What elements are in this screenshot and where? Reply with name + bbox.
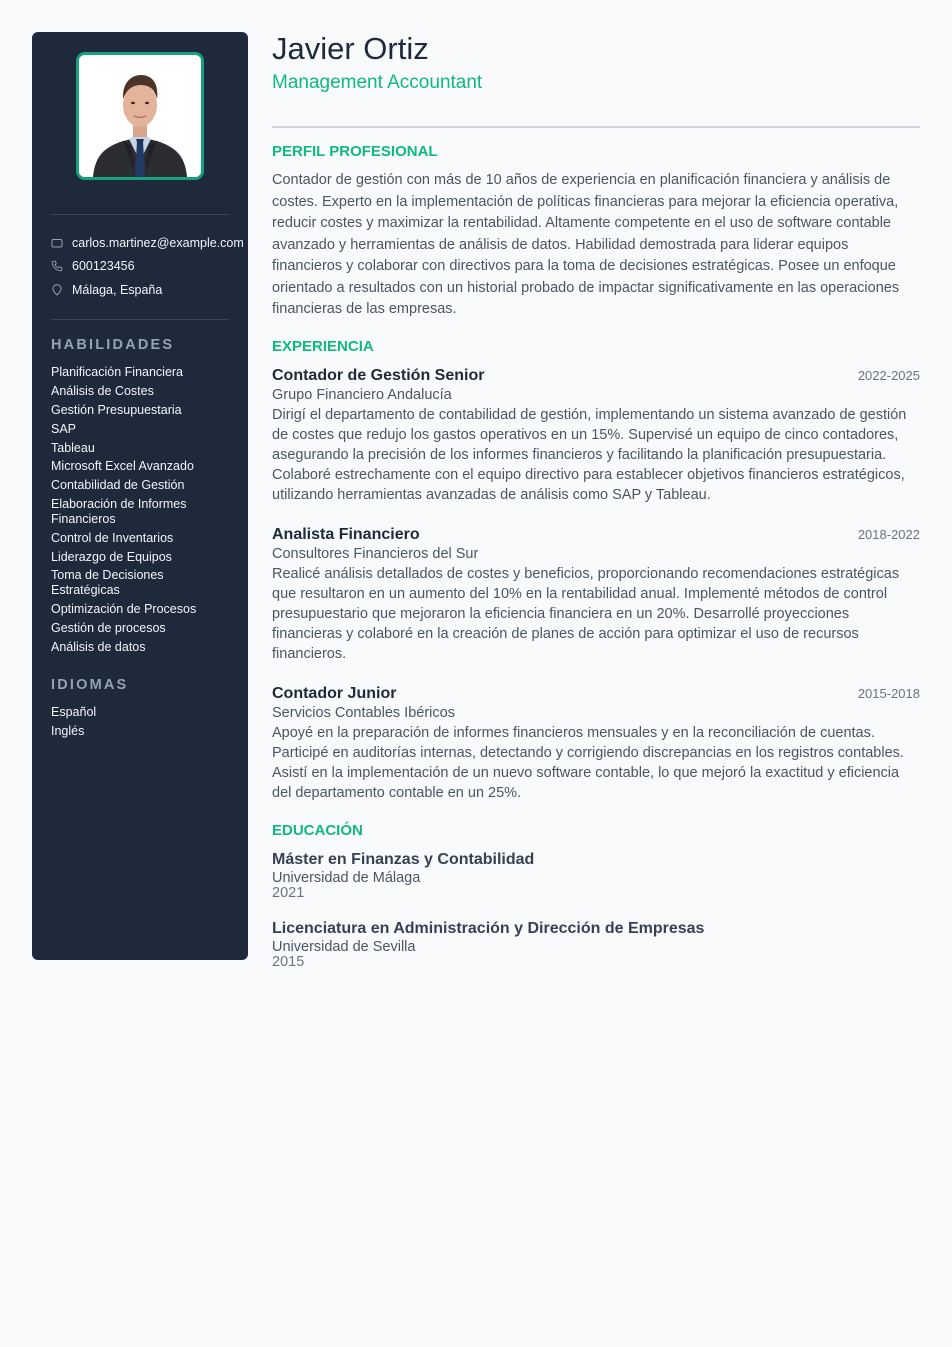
- job-dates: 2022-2025: [857, 367, 920, 383]
- job-entry: [272, 366, 920, 505]
- contact-phone-text: 600123456: [72, 259, 135, 274]
- skill-item: Toma de Decisiones Estratégicas: [51, 568, 164, 597]
- candidate-name: Javier Ortiz: [272, 31, 429, 66]
- profile-heading: PERFIL PROFESIONAL: [272, 143, 438, 160]
- language-item: Español: [51, 705, 97, 719]
- mail-icon: [51, 237, 63, 249]
- job-entry: [272, 684, 920, 803]
- main-content: [272, 32, 920, 970]
- avatar: [79, 55, 201, 177]
- contact-email-text: carlos.martinez@example.com: [72, 235, 244, 250]
- skill-item: Gestión de procesos: [51, 620, 166, 635]
- skill-item: Liderazgo de Equipos: [51, 549, 172, 564]
- job-dates: 2018-2022: [857, 526, 920, 542]
- sidebar: [32, 32, 248, 960]
- profile-summary: Contador de gestión con más de 10 años de experiencia en planificación financiera y análisis de costes. Experto en la implementación de políticas financieras para mejorar la eficiencia operativa, reducir costes y maximizar la rentabilidad. Altamente competente en el uso de software contable avanzado y herramientas de análisis de datos. Habilidad demostrada para liderar equipos financieros y colaborar con directivos para la toma de decisiones estratégicas. Posee un enfoque orientado a resultados con un historial probado de impactar significativamente en las operaciones financieras de las empresas.: [272, 172, 900, 317]
- skill-item: Análisis de Costes: [51, 383, 154, 398]
- job-description: Apoyé en la preparación de informes financieros mensuales y en la reconciliación de cuentas. Participé en auditorías internas, detectando y corrigiendo discrepancias en los registros contables. Asistí en la implementación de un nuevo software contable, lo que mejoró la exactitud y eficiencia del departamento contable en un 25%.: [272, 724, 904, 801]
- skill-item: Contabilidad de Gestión: [51, 478, 185, 493]
- skill-item: Planificación Financiera: [51, 365, 184, 379]
- skill-item: Optimización de Procesos: [51, 601, 197, 616]
- skills-list: [51, 365, 231, 658]
- sidebar-divider: [51, 214, 229, 215]
- skill-item: Tableau: [51, 440, 95, 455]
- contact-location-text: Málaga, España: [72, 282, 163, 297]
- header-divider: [272, 126, 920, 128]
- edu-school: Universidad de Sevilla: [272, 938, 416, 955]
- job-entry: [272, 525, 920, 664]
- contact-location: [51, 278, 244, 302]
- skills-heading: HABILIDADES: [51, 337, 175, 353]
- experience-heading: EXPERIENCIA: [272, 337, 374, 355]
- education-entry: [272, 850, 920, 901]
- skill-item: Análisis de datos: [51, 639, 146, 654]
- job-dates: 2015-2018: [857, 685, 920, 701]
- job-role: Contador de Gestión Senior: [272, 366, 485, 384]
- contact-email[interactable]: [51, 231, 244, 255]
- edu-degree: Máster en Finanzas y Contabilidad: [272, 850, 535, 868]
- language-item: Inglés: [51, 723, 85, 738]
- sidebar-divider: [51, 319, 229, 320]
- job-role: Contador Junior: [272, 684, 397, 702]
- skill-item: Control de Inventarios: [51, 530, 174, 545]
- job-description: Dirigí el departamento de contabilidad de gestión, implementando un sistema avanzado de gestión de costes que redujo los gastos operativos en un 15%. Supervisé un equipo de cinco contadores, asegurando la precisión de los informes financieros y facilitando la planificación presupuestaria. Colaboré estrechamente con el equipo directivo para establecer objetivos financieros estratégicos, utilizando herramientas avanzadas de análisis como SAP y Tableau.: [272, 406, 907, 503]
- languages-list: [51, 705, 231, 743]
- edu-year: 2021: [272, 884, 305, 901]
- edu-school: Universidad de Málaga: [272, 869, 421, 886]
- job-description: Realicé análisis detallados de costes y beneficios, proporcionando recomendaciones estratégicas que resultaron en un aumento del 10% en la rentabilidad anual. Implementé métodos de control presupuestario que mejoraron la eficiencia financiera en un 20%. Desarrollé proyecciones financieras y colaboré en la creación de planes de acción para optimizar el uso de recursos financieros.: [272, 565, 900, 662]
- job-company: Grupo Financiero Andalucía: [272, 386, 452, 403]
- contact-phone[interactable]: [51, 255, 244, 279]
- education-heading: EDUCACIÓN: [272, 821, 363, 839]
- skill-item: Microsoft Excel Avanzado: [51, 459, 194, 474]
- job-title: Management Accountant: [272, 72, 483, 93]
- edu-degree: Licenciatura en Administración y Dirección de Empresas: [272, 919, 705, 937]
- contact-list: [51, 231, 244, 302]
- skill-item: Gestión Presupuestaria: [51, 402, 182, 417]
- profile-section: [272, 143, 920, 321]
- profile-photo: [76, 52, 204, 180]
- job-company: Servicios Contables Ibéricos: [272, 704, 455, 721]
- job-role: Analista Financiero: [272, 525, 420, 543]
- edu-year: 2015: [272, 953, 305, 970]
- phone-icon: [51, 260, 63, 272]
- job-company: Consultores Financieros del Sur: [272, 545, 479, 562]
- languages-heading: IDIOMAS: [51, 677, 129, 693]
- skill-item: Elaboración de Informes Financieros: [51, 497, 187, 526]
- skill-item: SAP: [51, 421, 77, 436]
- education-section: [272, 822, 920, 970]
- location-pin-icon: [51, 284, 63, 296]
- education-entry: [272, 919, 920, 970]
- experience-section: [272, 338, 920, 803]
